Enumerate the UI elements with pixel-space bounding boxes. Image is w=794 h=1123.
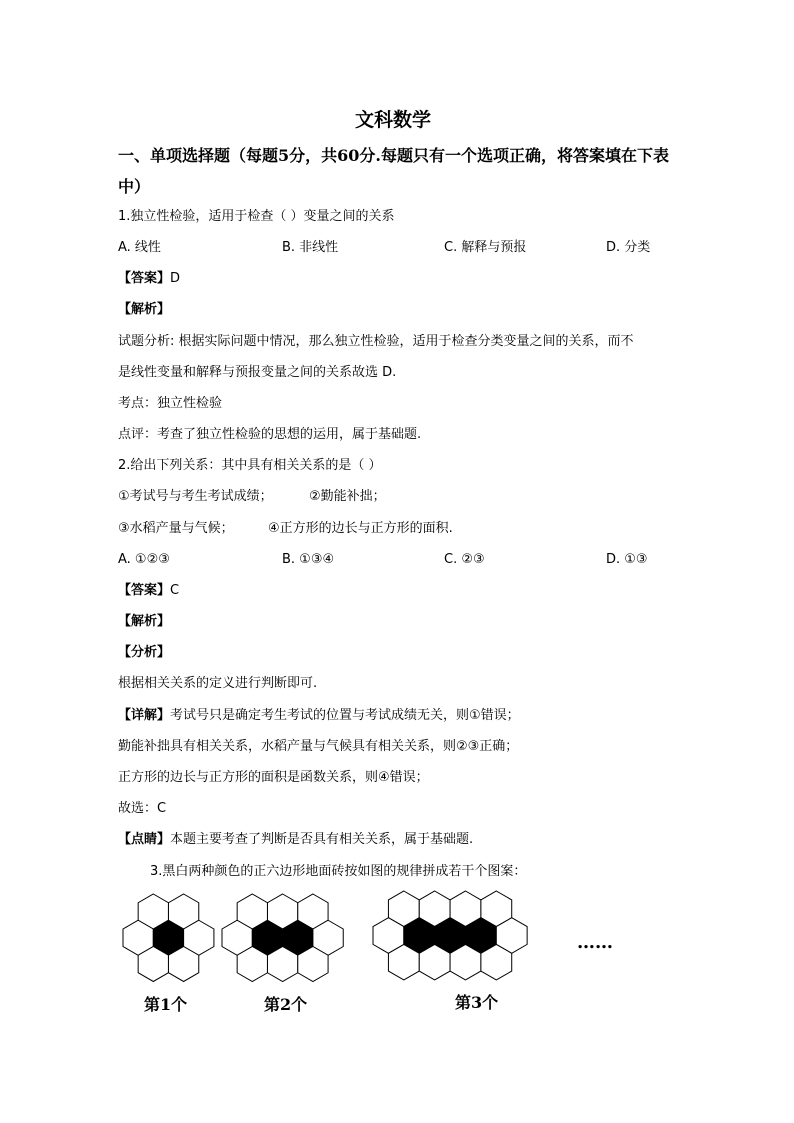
q2-analysis-sub-tag: 【分析】 <box>118 645 171 660</box>
q2-option-b: B. ①③④ <box>282 552 335 567</box>
q2-choose: 故选：C <box>118 801 167 816</box>
q1-answer-tag: 【答案】 <box>118 271 171 286</box>
q1-option-d: D. 分类 <box>606 240 651 255</box>
q2-remark: 本题主要考查了判断是否具有相关关系，属于基础题. <box>170 832 474 847</box>
page-title: 文科数学 <box>355 109 432 131</box>
q2-stem: 2.给出下列关系：其中具有相关关系的是（ ） <box>118 458 382 473</box>
q2-analysis-tag: 【解析】 <box>118 614 171 629</box>
q2-answer-value: C <box>170 583 180 598</box>
q2-relation-2: ②勤能补拙； <box>309 489 386 504</box>
q1-point: 考点：独立性检验 <box>118 396 223 411</box>
q3-stem: 3.黑白两种颜色的正六边形地面砖按如图的规律拼成若干个图案： <box>150 864 527 879</box>
q2-detail-line2: 勤能补拙具有相关关系，水稻产量与气候具有相关关系，则②③正确； <box>118 739 519 754</box>
q1-option-a: A. 线性 <box>118 240 161 255</box>
q1-answer-value: D <box>170 271 181 286</box>
hex-figure-1 <box>122 893 215 965</box>
q2-detail-line3: 正方形的边长与正方形的面积是函数关系，则④错误； <box>118 770 429 785</box>
q2-remark-tag: 【点睛】 <box>118 832 171 847</box>
q2-option-d: D. ①③ <box>606 552 648 567</box>
q2-relation-3: ③水稻产量与气候； <box>118 521 234 536</box>
q2-option-c: C. ②③ <box>444 552 485 567</box>
q2-detail-line1: 考试号只是确定考生考试的位置与考试成绩无关，则①错误； <box>170 708 520 723</box>
section-heading-line2: 中） <box>118 177 151 196</box>
section-heading-line1: 一、单项选择题（每题5分，共60分.每题只有一个选项正确，将答案填在下表 <box>118 146 669 165</box>
q2-answer-row <box>118 582 179 600</box>
q1-answer-row <box>118 270 180 288</box>
q2-answer-tag: 【答案】 <box>118 583 171 598</box>
q1-analysis-line2: 是线性变量和解释与预报变量之间的关系故选 D. <box>118 365 397 380</box>
q2-detail-row <box>118 707 520 725</box>
q2-detail-tag: 【详解】 <box>118 708 171 723</box>
q1-analysis-tag: 【解析】 <box>118 302 171 317</box>
q2-analysis-sub: 根据相关关系的定义进行判断即可. <box>118 676 318 691</box>
q2-relation-1: ①考试号与考生考试成绩； <box>118 489 273 504</box>
q2-remark-row <box>118 831 473 849</box>
q2-option-a: A. ①②③ <box>118 552 170 567</box>
ellipsis: …… <box>577 932 613 953</box>
q1-stem: 1.独立性检验，适用于检查（ ）变量之间的关系 <box>118 209 395 224</box>
q1-option-b: B. 非线性 <box>282 240 339 255</box>
q1-analysis-line1: 试题分析: 根据实际问题中情况，那么独立性检验，适用于检查分类变量之间的关系，而不 <box>118 334 634 349</box>
figure-1-caption: 第1个 <box>144 995 188 1014</box>
hex-figure-2 <box>221 893 344 965</box>
q1-option-c: C. 解释与预报 <box>444 240 527 255</box>
hex-figure-3 <box>372 890 528 963</box>
q1-comment: 点评：考查了独立性检验的思想的运用，属于基础题. <box>118 427 422 442</box>
q2-relation-4: ④正方形的边长与正方形的面积. <box>268 521 453 536</box>
figure-3-caption: 第3个 <box>455 993 499 1012</box>
figure-2-caption: 第2个 <box>264 995 308 1014</box>
